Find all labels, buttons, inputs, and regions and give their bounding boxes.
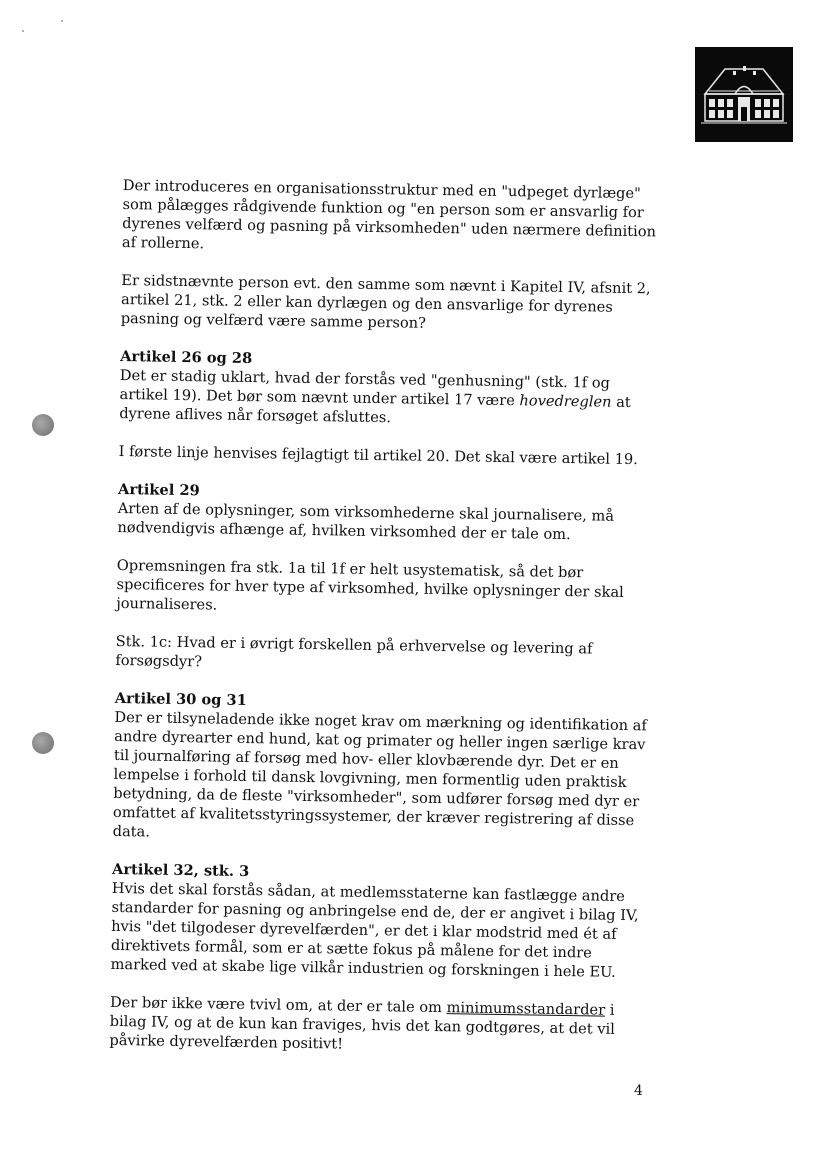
- heading-artikel-32: Artikel 32, stk. 3: [111, 860, 250, 881]
- letter-body: [109, 176, 663, 1077]
- underlined-text: minimumsstandarder: [446, 999, 606, 1019]
- paragraph-question: Er sidstnævnte person evt. den samme som nævnt i Kapitel IV, afsnit 2, artikel 21, stk. 2 eller kan dyrlægen og den ansvarlige for dyrenes pasning og velfærd være samme person?: [120, 271, 651, 332]
- paragraph-maerkning: Der er tilsyneladende ikke noget krav om mærkning og identifikation af andre dyrearter end hund, kat og primater og heller ingen særlige krav til journalføring af forsøg med hov- eller klovbærende dyr. Det er en lempelse i forhold til dansk lovgivning, men formentlig uden praktisk betydning, da de fleste "virksomheder", som udfører forsøg med dyr er omfattet af kvalitetsstyringssystemer, der kræver registrering af disse data.: [112, 708, 647, 841]
- punch-hole: [32, 414, 54, 436]
- paragraph-genhusning: [119, 366, 660, 431]
- heading-artikel-26-28: Artikel 26 og 28: [120, 347, 253, 368]
- paragraph-stk-1c: Stk. 1c: Hvad er i øvrigt forskellen på erhvervelse og levering af forsøgsdyr?: [115, 632, 593, 671]
- page-number: 4: [634, 1083, 643, 1099]
- heading-artikel-29: Artikel 29: [117, 480, 200, 500]
- manor-house-icon: [695, 47, 793, 142]
- text-segment: at dyrene aflives når forsøget afsluttes.: [119, 393, 631, 427]
- punch-hole: [32, 732, 54, 754]
- emphasis-text: hovedreglen: [519, 392, 612, 411]
- heading-artikel-30-31: Artikel 30 og 31: [114, 689, 247, 710]
- paragraph-correction-note: I første linje henvises fejlagtigt til artikel 20. Det skal være artikel 19.: [118, 442, 639, 469]
- paragraph-minimumsstandarder: [109, 993, 650, 1058]
- text-segment: i bilag IV, og at de kun kan fraviges, hvis det kan godtgøres, at det vil påvirke dyrevelfærden positivt!: [109, 1001, 615, 1053]
- text-segment: Det er stadig uklart, hvad der forstås ved "genhusning" (stk. 1f og artikel 19). Det bør som nævnt under artikel 17 være: [119, 366, 611, 410]
- paragraph-opremsning: Opremsningen fra stk. 1a til 1f er helt usystematisk, så det bør specificeres for hver type af virksomhed, hvilke oplysninger der skal journaliseres.: [116, 556, 624, 614]
- paragraph-organisation: Der introduceres en organisationsstruktur med en "udpeget dyrlæge" som pålægges rådgivende funktion og "en person som er ansvarlig for dyrenes velfærd og pasning på virksomheden" uden nærmere definition af rollerne.: [121, 176, 657, 253]
- text-segment: Der bør ikke være tvivl om, at der er tale om: [109, 993, 447, 1017]
- scan-speck: [22, 30, 24, 32]
- paragraph-standarder: Hvis det skal forstås sådan, at medlemsstaterne kan fastlægge andre standarder for pasning og anbringelse end de, der er angivet i bilag IV, hvis "det tilgodeser dyrevelfærden", er det i klar modstrid med ét af direktivets formål, som er at sætte fokus på målene for det indre marked ved at skabe lige vilkår industrien og forskningen i hele EU.: [110, 879, 639, 981]
- paragraph-journalisering: Arten af de oplysninger, som virksomhederne skal journalisere, må nødvendigvis afhænge af, hvilken virksomhed der er tale om.: [117, 499, 615, 544]
- scan-speck: [61, 20, 63, 22]
